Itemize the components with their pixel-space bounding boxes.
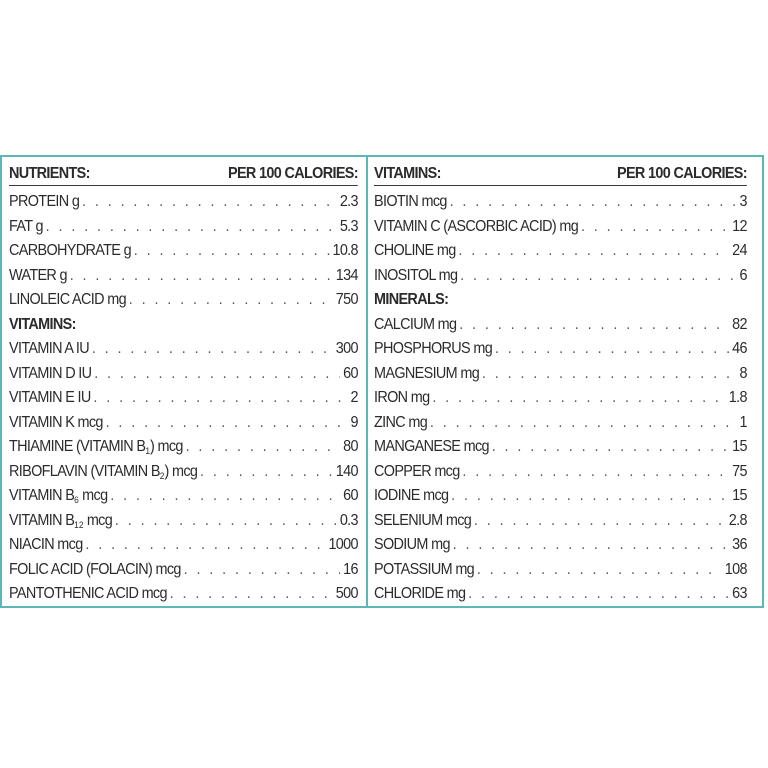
nutrient-label — [374, 512, 471, 530]
nutrient-label-text: PHOSPHORUS mg — [374, 340, 493, 358]
nutrient-label-text: CHLORIDE mg — [374, 585, 466, 603]
nutrient-label — [374, 316, 456, 334]
nutrient-label — [9, 414, 103, 432]
nutrient-label — [9, 463, 197, 481]
dot-leader — [82, 193, 337, 211]
nutrient-row — [9, 190, 358, 215]
right-header — [374, 163, 747, 186]
dot-leader — [92, 340, 333, 358]
dot-leader — [200, 463, 333, 481]
nutrient-label-text: NIACIN mcg — [9, 536, 83, 554]
nutrient-value: 5.3 — [339, 217, 358, 235]
right-rows — [374, 190, 747, 607]
nutrient-value: 63 — [732, 585, 747, 603]
nutrient-label-text: VITAMIN A IU — [9, 340, 90, 358]
nutrient-label — [9, 340, 89, 358]
nutrient-value: 3 — [739, 193, 747, 211]
nutrient-label-unit: mcg — [78, 487, 108, 505]
nutrient-label-text: FOLIC ACID (FOLACIN) mcg — [9, 560, 181, 578]
nutrient-label-text: RIBOFLAVIN (VITAMIN B — [9, 462, 160, 480]
nutrient-label-text: THIAMINE (VITAMIN B — [9, 438, 146, 456]
nutrient-row — [374, 411, 747, 436]
dot-leader — [93, 389, 347, 407]
nutrient-row — [374, 435, 747, 460]
nutrient-row — [9, 484, 358, 509]
nutrient-label — [374, 463, 460, 481]
nutrient-label — [374, 561, 474, 579]
nutrient-row — [9, 582, 358, 607]
nutrient-label — [374, 340, 492, 358]
nutrient-label-text: CHOLINE mg — [374, 242, 456, 260]
nutrient-value: 2 — [350, 389, 358, 407]
nutrient-value: 140 — [335, 462, 358, 480]
nutrient-label — [9, 585, 167, 603]
dot-leader — [581, 218, 729, 236]
nutrient-label — [9, 561, 181, 579]
right-header-value: PER 100 CALORIES: — [616, 165, 747, 182]
dot-leader — [129, 291, 333, 309]
nutrient-label-text: IODINE mcg — [374, 487, 449, 505]
nutrient-label-text: ZINC mg — [374, 413, 428, 431]
nutrient-row — [374, 362, 747, 387]
dot-leader — [495, 340, 729, 358]
section-heading — [9, 313, 358, 338]
nutrient-value: 1 — [739, 413, 747, 431]
column-divider — [366, 157, 368, 606]
dot-leader — [85, 536, 325, 554]
nutrient-label — [9, 242, 131, 260]
nutrient-label — [374, 585, 465, 603]
nutrient-value: 1.8 — [728, 389, 747, 407]
nutrient-value: 12 — [732, 217, 747, 235]
nutrient-row — [374, 337, 747, 362]
nutrient-label — [9, 389, 91, 407]
nutrient-label — [374, 242, 456, 260]
nutrient-value: 82 — [732, 315, 747, 333]
nutrient-label-text: VITAMIN C (ASCORBIC ACID) mg — [374, 217, 579, 235]
nutrient-label-unit: ) mcg — [164, 462, 198, 480]
dot-leader — [492, 438, 730, 456]
nutrient-label-text: PROTEIN g — [9, 193, 80, 211]
nutrient-row — [374, 460, 747, 485]
nutrient-row — [374, 313, 747, 338]
nutrient-label-subscript: 2 — [159, 470, 165, 481]
dot-leader — [70, 267, 333, 285]
left-header — [9, 163, 358, 186]
nutrient-label-text: SODIUM mg — [374, 536, 450, 554]
left-rows — [9, 190, 358, 607]
nutrient-label-text: LINOLEIC ACID mg — [9, 291, 126, 309]
nutrient-label — [9, 487, 107, 505]
nutrient-row — [9, 411, 358, 436]
nutrient-row — [374, 264, 747, 289]
nutrient-row — [9, 239, 358, 264]
nutrient-value: 750 — [335, 291, 358, 309]
nutrient-label — [9, 291, 126, 309]
nutrient-row — [9, 337, 358, 362]
nutrient-label-text: BIOTIN mcg — [374, 193, 447, 211]
dot-leader — [450, 193, 737, 211]
nutrient-label — [374, 389, 430, 407]
nutrient-value: 300 — [335, 340, 358, 358]
nutrient-row — [374, 215, 747, 240]
dot-leader — [458, 242, 729, 260]
nutrient-label-subscript: 6 — [74, 495, 79, 506]
nutrient-value: 75 — [732, 462, 747, 480]
nutrient-label-text: INOSITOL mg — [374, 266, 458, 284]
nutrient-row — [9, 288, 358, 313]
dot-leader — [468, 585, 729, 603]
left-header-value: PER 100 CALORIES: — [227, 165, 358, 182]
nutrient-label-subscript: 12 — [74, 519, 84, 530]
nutrition-panel — [0, 155, 764, 608]
nutrient-label-text: IRON mg — [374, 389, 430, 407]
nutrient-row — [9, 460, 358, 485]
dot-leader — [106, 414, 348, 432]
nutrient-label-text: FAT g — [9, 217, 43, 235]
nutrient-label-text: CALCIUM mg — [374, 315, 457, 333]
nutrient-label-text: COPPER mcg — [374, 462, 460, 480]
nutrient-value: 0.3 — [339, 511, 358, 529]
nutrient-label-text: MANGANESE mcg — [374, 438, 489, 456]
nutrient-value: 2.3 — [339, 193, 358, 211]
nutrient-label-text: VITAMIN E IU — [9, 389, 91, 407]
nutrient-label-unit: mcg — [83, 511, 113, 529]
nutrient-label-text: WATER g — [9, 266, 67, 284]
nutrient-label — [374, 267, 457, 285]
nutrient-value: 500 — [335, 585, 358, 603]
nutrient-label-subscript: 1 — [145, 446, 150, 457]
nutrient-value: 8 — [739, 364, 747, 382]
nutrient-row — [9, 362, 358, 387]
nutrient-row — [374, 190, 747, 215]
nutrient-label-text: CARBOHYDRATE g — [9, 242, 131, 260]
nutrient-row — [374, 533, 747, 558]
section-heading-label: VITAMINS: — [9, 315, 76, 333]
nutrient-value: 15 — [732, 438, 747, 456]
right-column — [374, 163, 747, 607]
right-header-label: VITAMINS: — [374, 165, 441, 182]
nutrient-value: 60 — [343, 487, 358, 505]
dot-leader — [186, 438, 341, 456]
dot-leader — [453, 536, 730, 554]
nutrient-label-text: VITAMIN K mcg — [9, 413, 103, 431]
section-heading — [374, 288, 747, 313]
nutrient-label — [9, 193, 79, 211]
nutrient-value: 2.8 — [728, 511, 747, 529]
dot-leader — [482, 365, 737, 383]
dot-leader — [184, 561, 341, 579]
dot-leader — [459, 316, 729, 334]
nutrient-label — [374, 414, 427, 432]
dot-leader — [432, 389, 726, 407]
nutrient-row — [374, 582, 747, 607]
dot-leader — [474, 512, 726, 530]
nutrient-label-text: VITAMIN B — [9, 511, 75, 529]
dot-leader — [46, 218, 337, 236]
dot-leader — [110, 487, 340, 505]
dot-leader — [134, 242, 330, 260]
nutrient-value: 6 — [739, 266, 747, 284]
nutrient-label — [9, 512, 112, 530]
nutrient-row — [9, 558, 358, 583]
dot-leader — [462, 463, 729, 481]
nutrient-value: 46 — [732, 340, 747, 358]
nutrient-label — [374, 487, 448, 505]
dot-leader — [170, 585, 333, 603]
nutrient-value: 80 — [343, 438, 358, 456]
dot-leader — [115, 512, 337, 530]
nutrient-label-unit: ) mcg — [149, 438, 183, 456]
dot-leader — [451, 487, 729, 505]
nutrient-label-text: PANTOTHENIC ACID mcg — [9, 585, 167, 603]
nutrient-label — [9, 438, 183, 456]
nutrient-row — [9, 215, 358, 240]
nutrient-value: 15 — [732, 487, 747, 505]
nutrient-row — [374, 386, 747, 411]
nutrient-value: 9 — [350, 413, 358, 431]
left-column — [9, 163, 358, 607]
nutrient-row — [9, 264, 358, 289]
nutrient-label — [9, 536, 83, 554]
nutrient-label — [9, 267, 67, 285]
nutrient-value: 1000 — [328, 536, 358, 554]
dot-leader — [460, 267, 737, 285]
nutrient-row — [9, 386, 358, 411]
dot-leader — [477, 561, 722, 579]
nutrient-label — [374, 438, 489, 456]
nutrient-label — [374, 193, 447, 211]
nutrient-value: 10.8 — [332, 242, 358, 260]
nutrient-label — [374, 365, 479, 383]
dot-leader — [94, 365, 340, 383]
nutrient-label-text: SELENIUM mcg — [374, 511, 472, 529]
nutrient-label — [374, 536, 450, 554]
section-heading-label: MINERALS: — [374, 291, 449, 309]
nutrient-label — [9, 218, 43, 236]
nutrient-row — [9, 509, 358, 534]
nutrient-value: 134 — [335, 266, 358, 284]
nutrient-value: 108 — [724, 560, 747, 578]
nutrient-value: 24 — [732, 242, 747, 260]
nutrient-label-text: VITAMIN D IU — [9, 364, 92, 382]
nutrient-row — [9, 435, 358, 460]
nutrient-row — [9, 533, 358, 558]
nutrient-label-text: POTASSIUM mg — [374, 560, 475, 578]
left-header-label: NUTRIENTS: — [9, 165, 90, 182]
nutrient-label-text: MAGNESIUM mg — [374, 364, 480, 382]
nutrient-value: 60 — [343, 364, 358, 382]
nutrient-value: 36 — [732, 536, 747, 554]
nutrient-label-text: VITAMIN B — [9, 487, 75, 505]
nutrient-row — [374, 558, 747, 583]
nutrient-row — [374, 484, 747, 509]
dot-leader — [430, 414, 737, 432]
nutrient-row — [374, 509, 747, 534]
nutrient-row — [374, 239, 747, 264]
nutrient-label — [374, 218, 578, 236]
nutrient-value: 16 — [343, 560, 358, 578]
nutrient-label — [9, 365, 91, 383]
